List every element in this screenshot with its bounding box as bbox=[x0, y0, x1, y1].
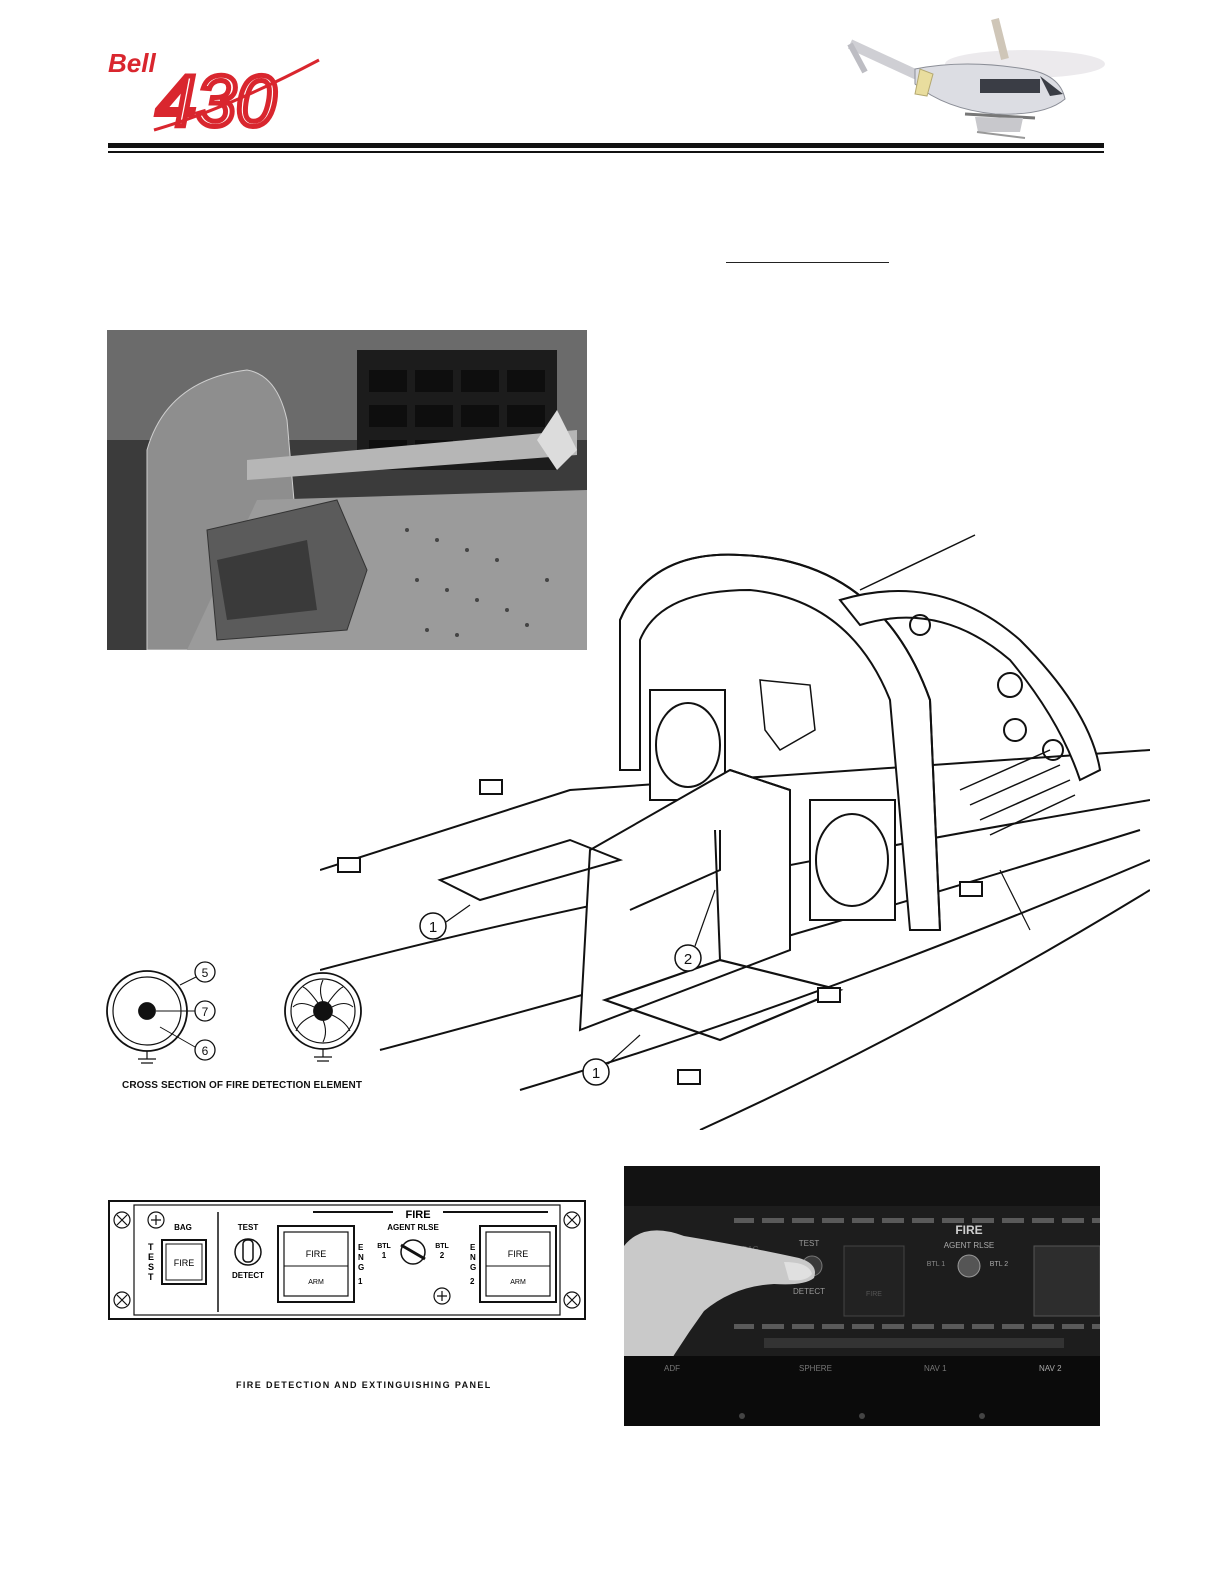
header-rule-thin bbox=[108, 151, 1104, 153]
switch-detect-label: DETECT bbox=[232, 1271, 264, 1280]
callout-5 bbox=[180, 962, 215, 985]
svg-text:5: 5 bbox=[201, 966, 209, 980]
cross-section-caption: CROSS SECTION OF FIRE DETECTION ELEMENT bbox=[122, 1080, 363, 1091]
logo-brand-text: Bell bbox=[108, 48, 156, 78]
svg-text:AGENT RLSE: AGENT RLSE bbox=[943, 1241, 995, 1250]
title-underline bbox=[726, 262, 889, 263]
svg-text:BTL 1: BTL 1 bbox=[926, 1261, 946, 1268]
callout-6 bbox=[160, 1027, 215, 1060]
svg-text:ARM: ARM bbox=[510, 1279, 526, 1286]
svg-text:ADF: ADF bbox=[664, 1364, 680, 1373]
panel-title: FIRE bbox=[405, 1209, 431, 1221]
btl1-label: BTL bbox=[377, 1243, 391, 1250]
svg-text:FIRE: FIRE bbox=[866, 1291, 882, 1298]
test-detect-toggle-switch[interactable] bbox=[235, 1239, 261, 1265]
fire-panel-drawing bbox=[108, 1200, 586, 1320]
btl1-num: 1 bbox=[381, 1251, 387, 1260]
bell-430-logo bbox=[104, 40, 334, 140]
svg-text:2: 2 bbox=[683, 951, 693, 968]
panel-test-label: T E S T bbox=[148, 1242, 155, 1282]
svg-text:ARM: ARM bbox=[308, 1279, 324, 1286]
svg-text:1: 1 bbox=[428, 919, 438, 936]
svg-text:FIRE: FIRE bbox=[305, 1249, 327, 1259]
agent-rlse-label: AGENT RLSE bbox=[387, 1223, 439, 1232]
svg-text:FIRE: FIRE bbox=[507, 1249, 529, 1259]
svg-text:TEST: TEST bbox=[798, 1239, 820, 1248]
svg-text:6: 6 bbox=[201, 1044, 209, 1058]
svg-text:NAV 1: NAV 1 bbox=[924, 1364, 947, 1373]
svg-text:7: 7 bbox=[201, 1005, 209, 1019]
eng2-label: E N G 2 bbox=[470, 1243, 477, 1286]
svg-text:BTL 2: BTL 2 bbox=[989, 1261, 1009, 1268]
svg-text:FIRE: FIRE bbox=[173, 1258, 195, 1268]
svg-text:SPHERE: SPHERE bbox=[799, 1364, 832, 1373]
helicopter-illustration bbox=[845, 14, 1107, 144]
btl2-num: 2 bbox=[439, 1251, 445, 1260]
panel-bag-label: BAG bbox=[174, 1223, 192, 1232]
cross-section-diagram bbox=[100, 955, 390, 1065]
eng2-fire-arm-button[interactable] bbox=[480, 1226, 556, 1302]
switch-test-label: TEST bbox=[237, 1223, 259, 1232]
header-rule-thick bbox=[108, 143, 1104, 148]
fire-detection-element-drawing bbox=[320, 530, 1150, 1130]
fire-panel-photo bbox=[624, 1166, 1100, 1426]
agent-release-knob[interactable] bbox=[401, 1240, 425, 1264]
eng1-label: E N G 1 bbox=[358, 1243, 365, 1286]
callout-1-lower bbox=[583, 1035, 640, 1085]
eng1-fire-arm-button[interactable] bbox=[278, 1226, 354, 1302]
svg-text:NAV 2: NAV 2 bbox=[1039, 1364, 1062, 1373]
fire-panel-caption: FIRE DETECTION AND EXTINGUISHING PANEL bbox=[236, 1380, 492, 1390]
svg-text:1: 1 bbox=[591, 1065, 601, 1082]
svg-text:FIRE: FIRE bbox=[955, 1223, 983, 1237]
logo-model-text: 430 bbox=[156, 62, 277, 140]
svg-text:DETECT: DETECT bbox=[793, 1287, 825, 1296]
btl2-label: BTL bbox=[435, 1243, 449, 1250]
bag-fire-button[interactable] bbox=[162, 1240, 206, 1284]
